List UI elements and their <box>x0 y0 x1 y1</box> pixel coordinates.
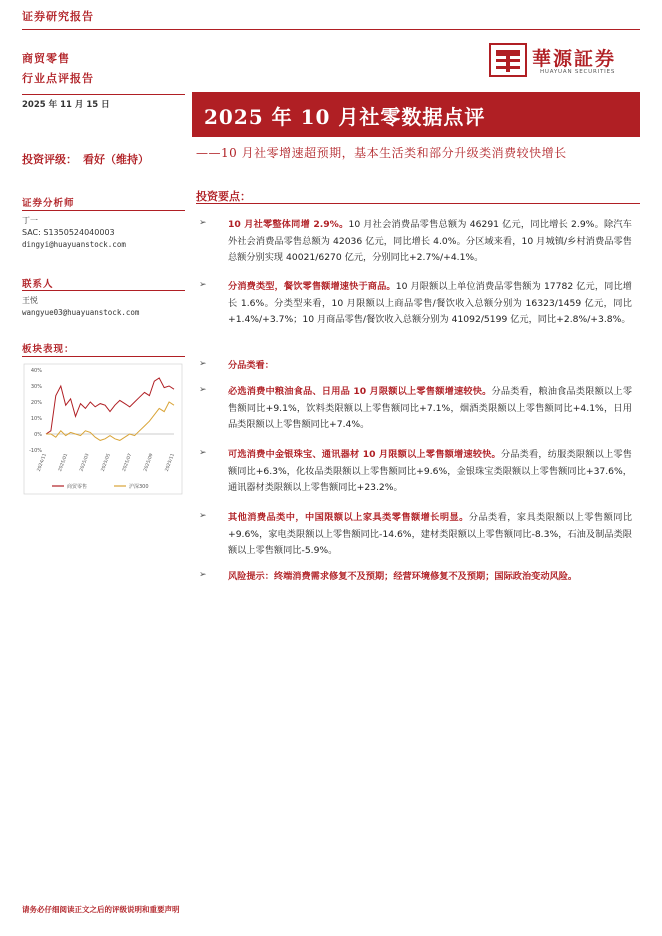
contact-divider <box>22 290 185 291</box>
analyst-heading: 证券分析师 <box>22 198 75 209</box>
analyst-name: 丁一 <box>22 216 38 225</box>
key-points-heading: 投资要点： <box>196 190 251 203</box>
key-point-item <box>228 217 632 267</box>
sector-label: 商贸零售 <box>22 52 70 65</box>
y-tick-label: 40% <box>30 368 42 374</box>
x-tick-label: 2025/07 <box>122 452 134 473</box>
y-tick-label: 30% <box>30 384 42 390</box>
key-point-lead: 分品类看： <box>228 360 274 371</box>
legend-label: 商贸零售 <box>67 484 88 490</box>
huayuan-logo-icon <box>488 42 528 78</box>
key-point-item <box>228 447 632 497</box>
x-tick-label: 2024/11 <box>36 452 48 473</box>
report-subtitle: ——10 月社零增速超预期，基本生活类和部分升级类消费较快增长 <box>196 146 567 160</box>
investment-rating <box>22 151 149 167</box>
contact-name: 王悦 <box>22 296 38 305</box>
bullet-icon: ➢ <box>199 511 207 521</box>
key-point-text: 分品类看，家具类限额以上零售额同比+9.6%，家电类限额以上零售额同比-14.6%，建材类限额以上零售额同比-8.3%，石油及制品类限额以上零售额同比-5.9%。 <box>228 512 633 556</box>
footer-disclaimer: 请务必仔细阅读正文之后的评级说明和重要声明 <box>22 905 180 914</box>
key-point-lead: 分消费类型，餐饮零售额增速快于商品。 <box>228 281 396 292</box>
analyst-email: dingyi@huayuanstock.com <box>22 240 126 249</box>
key-point-text: 终端消费需求修复不及预期；经营环境修复不及预期；国际政治变动风险。 <box>273 571 578 582</box>
x-tick-label: 2025/05 <box>100 452 112 473</box>
header-divider <box>22 29 640 30</box>
key-point-item <box>228 384 632 434</box>
key-points-divider <box>196 203 640 204</box>
legend-label: 沪深300 <box>129 484 149 490</box>
bullet-icon: ➢ <box>199 218 207 228</box>
bullet-icon: ➢ <box>199 570 207 580</box>
series-line-1 <box>46 402 174 440</box>
x-tick-label: 2025/11 <box>164 452 176 473</box>
sector-performance-chart <box>22 362 185 497</box>
rating-value: 看好（维持） <box>83 153 149 166</box>
series-line-0 <box>46 378 174 434</box>
chart-heading: 板块表现： <box>22 344 75 355</box>
report-title: 2025 年 10 月社零数据点评 <box>204 105 486 129</box>
analyst-sac: SAC: S1350524040003 <box>22 228 115 237</box>
left-divider <box>22 94 185 95</box>
logo-name-en: HUAYUAN SECURITIES <box>540 69 616 75</box>
key-point-item <box>228 510 632 560</box>
logo-name-cn: 華源証券 <box>532 48 617 70</box>
contact-email: wangyue03@huayuanstock.com <box>22 308 140 317</box>
x-tick-label: 2025/01 <box>58 452 70 473</box>
rating-label: 投资评级： <box>22 153 77 166</box>
key-point-text: 分品类看，粮油食品类限额以上零售额同比+9.1%，饮料类限额以上零售额同比+7.1%，烟酒类限额以上零售额同比+4.1%，日用品类限额以上零售额同比+7.4%。 <box>228 386 633 430</box>
chart-frame <box>24 364 182 494</box>
y-tick-label: 0% <box>34 432 42 438</box>
report-date: 2025 年 11 月 15 日 <box>22 100 110 110</box>
key-point-text: 10 月限额以上单位消费品零售额为 17782 亿元，同比增长 1.6%。分类型来看，10 月限额以上商品零售/餐饮收入总额分别为 16323/1459 亿元，同比+1.4%/+3.7%；10 月商品零售/餐饮收入总额分别为 41092/5199 亿元，同比+2.8%/+3.8%。 <box>228 281 632 325</box>
y-tick-label: 10% <box>30 416 42 422</box>
report-category: 证券研究报告 <box>22 10 94 23</box>
key-point-item <box>228 279 632 329</box>
bullet-icon: ➢ <box>199 385 207 395</box>
key-point-lead: 必选消费中粮油食品、日用品 10 月限额以上零售额增速较快。 <box>228 386 492 397</box>
chart-divider <box>22 356 185 357</box>
key-point-text: 10 月社会消费品零售总额为 46291 亿元，同比增长 2.9%。除汽车外社会消费品零售总额为 42036 亿元，同比增长 4.0%。分区域来看，10 月城镇/乡村消费品零售总额分别实现 40021/6270 亿元，分别同比+2.7%/+4.1%。 <box>228 219 632 263</box>
y-tick-label: -10% <box>29 448 42 454</box>
x-tick-label: 2025/03 <box>79 452 91 473</box>
analyst-divider <box>22 210 185 211</box>
bullet-icon: ➢ <box>199 448 207 458</box>
bullet-icon: ➢ <box>199 359 207 369</box>
key-point-item <box>228 569 632 586</box>
key-point-lead: 其他消费品类中，中国限额以上家具类零售额增长明显。 <box>228 512 469 523</box>
key-point-item <box>228 358 632 375</box>
key-point-lead: 可选消费中金银珠宝、通讯器材 10 月限额以上零售额增速较快。 <box>228 449 501 460</box>
y-tick-label: 20% <box>30 400 42 406</box>
contact-heading: 联系人 <box>22 279 54 290</box>
key-point-lead: 风险提示： <box>228 571 274 582</box>
x-tick-label: 2025/09 <box>143 452 155 473</box>
key-point-text: 分品类看，纺服类限额以上零售额同比+6.3%，化妆品类限额以上零售额同比+9.6%，金银珠宝类限额以上零售额同比+37.6%，通讯器材类限额以上零售额同比+23.2%。 <box>228 449 632 493</box>
report-type: 行业点评报告 <box>22 72 94 85</box>
bullet-icon: ➢ <box>199 280 207 290</box>
key-point-lead: 10 月社零整体同增 2.9%。 <box>228 219 349 230</box>
